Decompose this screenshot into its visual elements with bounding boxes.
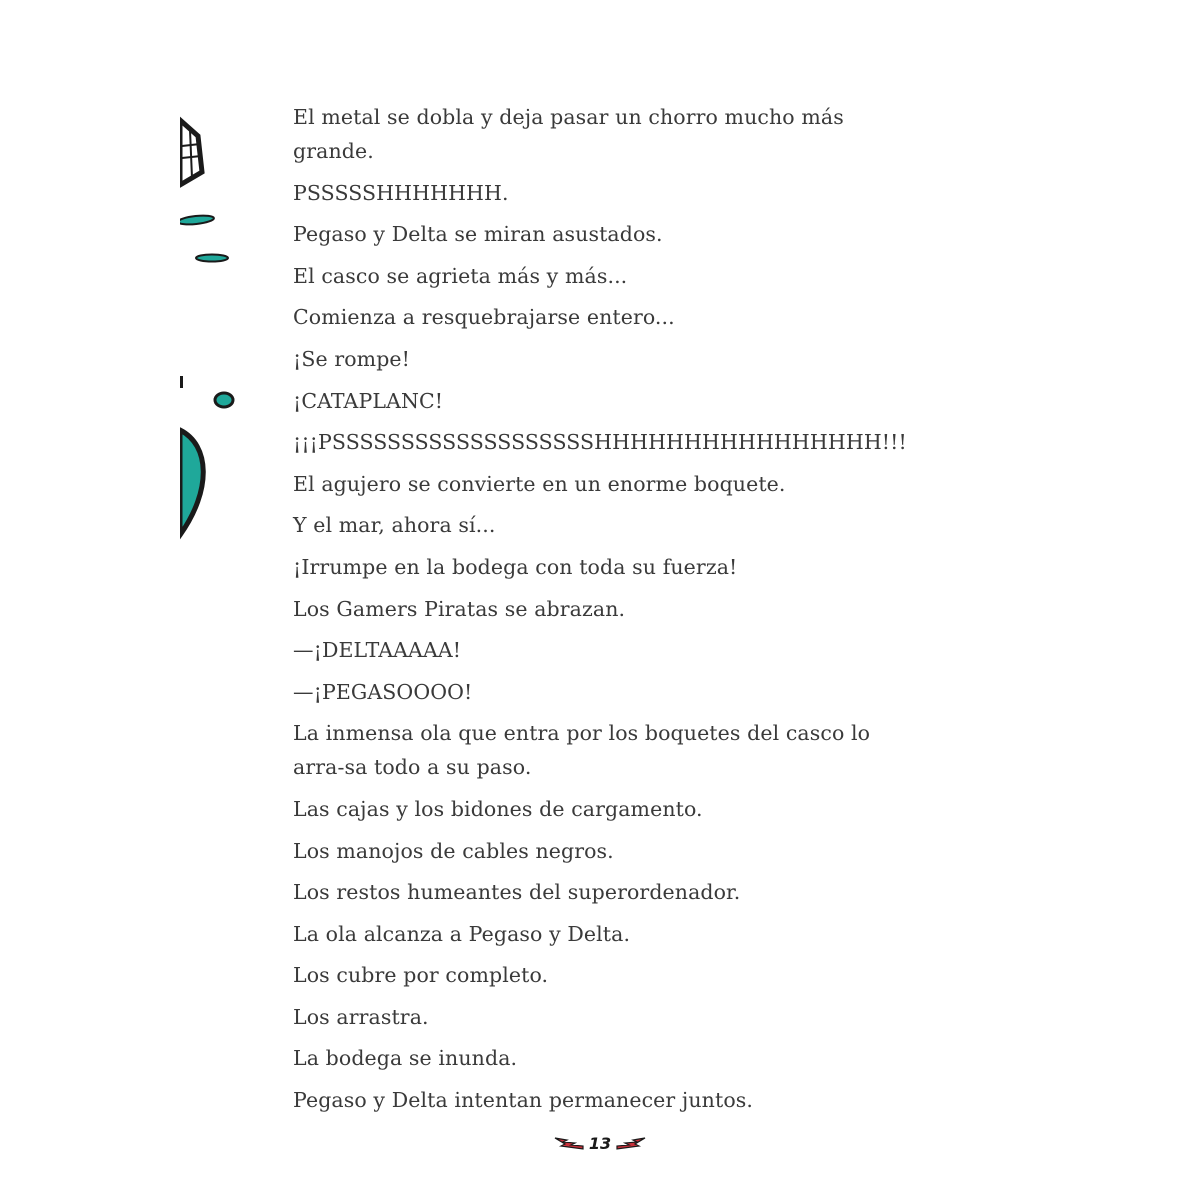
paragraph: —¡DELTAAAAA! xyxy=(293,638,462,663)
paragraph: Pegaso y Delta intentan permanecer juntos. xyxy=(293,1088,753,1113)
illustration-fragment xyxy=(180,110,260,610)
paragraph: PSSSSSHHHHHHH. xyxy=(293,180,509,205)
paragraph: La ola alcanza a Pegaso y Delta. xyxy=(293,921,631,946)
paragraph: ¡Se rompe! xyxy=(293,346,411,371)
paragraph: La bodega se inunda. xyxy=(293,1046,518,1071)
paragraph: Los cubre por completo. xyxy=(293,963,549,988)
ink-mark xyxy=(180,376,183,388)
paragraph: Pegaso y Delta se miran asustados. xyxy=(293,222,663,247)
wing-icon xyxy=(615,1134,647,1152)
paragraph: —¡PEGASOOOO! xyxy=(293,679,473,704)
paragraph: Los Gamers Piratas se abrazan. xyxy=(293,596,626,621)
teal-dash xyxy=(180,214,214,226)
paragraph: Comienza a resquebrajarse entero... xyxy=(293,305,675,330)
paragraph: ¡¡¡PSSSSSSSSSSSSSSSSSSSHHHHHHHHHHHHHHHH!!! xyxy=(293,430,907,455)
paragraph: ¡CATAPLANC! xyxy=(293,388,444,413)
paragraph: El casco se agrieta más y más... xyxy=(293,263,628,288)
window-shape xyxy=(180,120,202,185)
story-text xyxy=(293,100,918,1125)
paragraph: ¡Irrumpe en la bodega con toda su fuerza! xyxy=(293,554,738,579)
paragraph: Los manojos de cables negros. xyxy=(293,838,614,863)
page-footer xyxy=(0,1128,1200,1158)
paragraph: El agujero se convierte en un enorme boquete. xyxy=(293,471,786,496)
wing-icon xyxy=(553,1134,585,1152)
teal-dot xyxy=(215,393,233,407)
paragraph: Y el mar, ahora sí... xyxy=(293,513,496,538)
page-number: 13 xyxy=(588,1133,612,1153)
paragraph: Los restos humeantes del superordenador. xyxy=(293,880,741,905)
paragraph: Los arrastra. xyxy=(293,1004,429,1029)
paragraph: El metal se dobla y deja pasar un chorro mucho más grande. xyxy=(293,105,844,163)
paragraph: La inmensa ola que entra por los boquetes del casco lo arra-sa todo a su paso. xyxy=(293,721,871,780)
teal-curve-shape xyxy=(180,430,203,535)
teal-dash xyxy=(196,255,228,262)
paragraph: Las cajas y los bidones de cargamento. xyxy=(293,796,703,821)
